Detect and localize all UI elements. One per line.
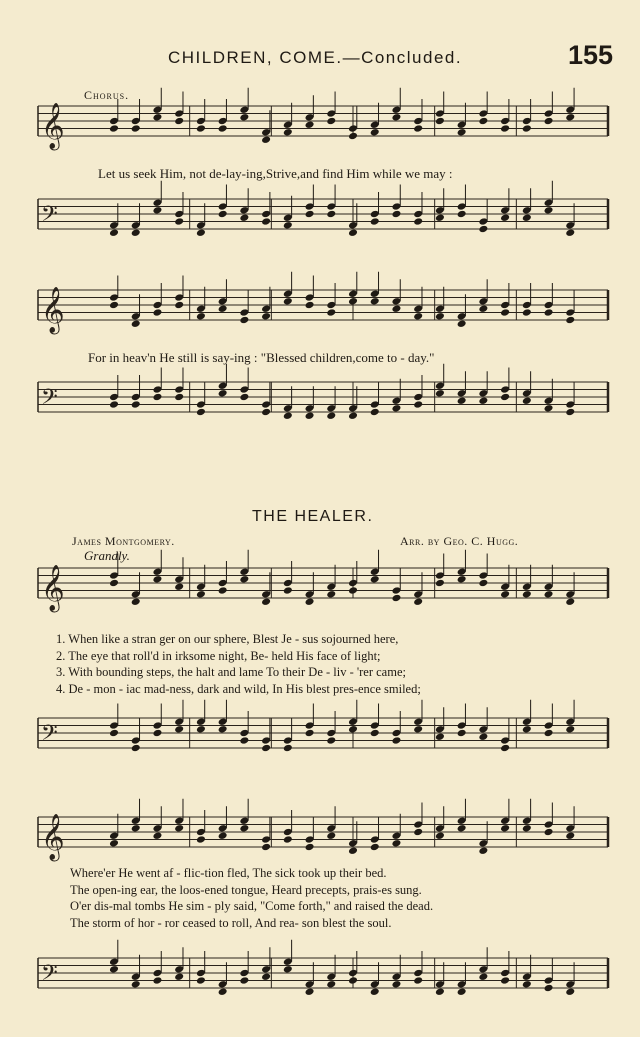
page-number: 155: [568, 40, 614, 70]
verse-line-6: The open-ing ear, the loos-ened tongue, Heard precepts, prais-es sung.: [70, 882, 422, 897]
verse-line-5: Where'er He went af - flic-tion fled, The sick took up their bed.: [70, 866, 387, 880]
note-head: [435, 987, 445, 996]
note-head: [348, 976, 358, 985]
verse-line-3: 3. With bounding steps, the halt and lame To their De - liv - 'rer came;: [56, 665, 406, 679]
bass-clef-icon: 𝄢: [41, 385, 58, 415]
note-head: [239, 976, 249, 985]
note-head: [326, 980, 336, 989]
bass-clef-icon: 𝄢: [41, 961, 58, 991]
note-head: [565, 987, 575, 996]
note-head: [457, 987, 467, 996]
note-head: [500, 976, 510, 985]
chorus-lyrics-line-1: Let us seek Him, not de-lay-ing,Strive,and find Him while we may :: [98, 166, 453, 181]
hymn-arranger: Arr. by Geo. C. Hugg.: [400, 534, 519, 548]
hymn-author: James Montgomery.: [72, 534, 175, 548]
bass-clef-icon: 𝄢: [41, 202, 58, 232]
verse-line-2: 2. The eye that roll'd in irksome night, Be- held His face of light;: [56, 648, 381, 663]
note-head: [109, 965, 119, 974]
note-head: [544, 984, 554, 993]
note-head: [283, 965, 293, 974]
treble-clef-icon: 𝄞: [41, 103, 65, 149]
note-head: [370, 987, 380, 996]
note-head: [218, 987, 228, 996]
verse-line-1: 1. When like a stran ger on our sphere, Blest Je - sus sojourned here,: [56, 632, 399, 646]
note-head: [478, 972, 488, 981]
chorus-lyrics-line-2: For in heav'n He still is say-ing : "Blessed children,come to - day.": [88, 350, 435, 365]
treble-clef-icon: 𝄞: [41, 565, 65, 611]
running-title: CHILDREN, COME.—Concluded.: [168, 48, 463, 67]
note-head: [413, 976, 423, 985]
treble-clef-icon: 𝄞: [41, 287, 65, 333]
note-head: [152, 976, 162, 985]
note-head: [391, 980, 401, 989]
note-head: [196, 976, 206, 985]
verse-line-4: 4. De - mon - iac mad-ness, dark and wild, In His blest pres-ence smiled;: [56, 681, 421, 696]
bass-clef-icon: 𝄢: [41, 721, 58, 751]
note-head: [174, 972, 184, 981]
chorus-label: Chorus.: [84, 88, 130, 102]
tempo-marking: Grandly.: [84, 548, 130, 563]
note-head: [305, 987, 315, 996]
verse-line-7: O'er dis-mal tombs He sim - ply said, "Come forth," and raised the dead.: [70, 899, 434, 913]
note-head: [261, 972, 271, 981]
note-head: [522, 980, 532, 989]
hymn-title: THE HEALER.: [252, 508, 374, 525]
note-head: [131, 980, 141, 989]
verse-line-8: The storm of hor - ror ceased to roll, And rea- son blest the soul.: [70, 915, 392, 930]
treble-clef-icon: 𝄞: [41, 814, 65, 860]
